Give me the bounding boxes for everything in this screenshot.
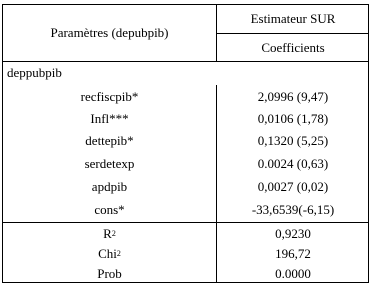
- stat-value-r2: 0,9230: [275, 226, 311, 241]
- stat-name-r2: R 2: [103, 226, 116, 241]
- param-header: Paramètres (depubpib): [50, 25, 169, 40]
- stat-value-chi2: 196,72: [275, 246, 311, 261]
- row-value-dettepib: 0,1320 (5,25): [257, 133, 329, 148]
- coef-header: Coefficients: [261, 39, 325, 55]
- row-name-apdpib: apdpib: [91, 179, 128, 194]
- row-name-cons: cons*: [94, 202, 125, 217]
- stat-value-prob: 0.0000: [275, 265, 311, 281]
- section-label: deppubpib: [7, 65, 62, 80]
- row-value-serdetexp: 0.0024 (0,63): [257, 156, 329, 171]
- stat-name-prob: Prob: [97, 265, 122, 281]
- row-name-serdetexp: serdetexp: [84, 156, 135, 171]
- stat-name-chi2-base: Chi: [98, 246, 117, 261]
- stat-name-r2-base: R: [103, 226, 112, 241]
- row-value-cons: -33,6539(-6,15): [251, 202, 335, 217]
- row-value-infl: 0,0106 (1,78): [257, 111, 329, 126]
- row-name-recfiscpib: recfiscpib*: [80, 89, 139, 104]
- row-name-infl: Infl***: [90, 111, 129, 126]
- row-name-dettepib: dettepib*: [85, 133, 134, 148]
- stat-name-chi2: Chi 2: [98, 246, 121, 261]
- results-table: [2, 4, 369, 283]
- row-value-apdpib: 0,0027 (0,02): [257, 179, 329, 194]
- row-value-recfiscpib: 2,0996 (9,47): [257, 89, 329, 104]
- stats-separator-line: [3, 222, 369, 223]
- estimator-header: Estimateur SUR: [250, 11, 336, 26]
